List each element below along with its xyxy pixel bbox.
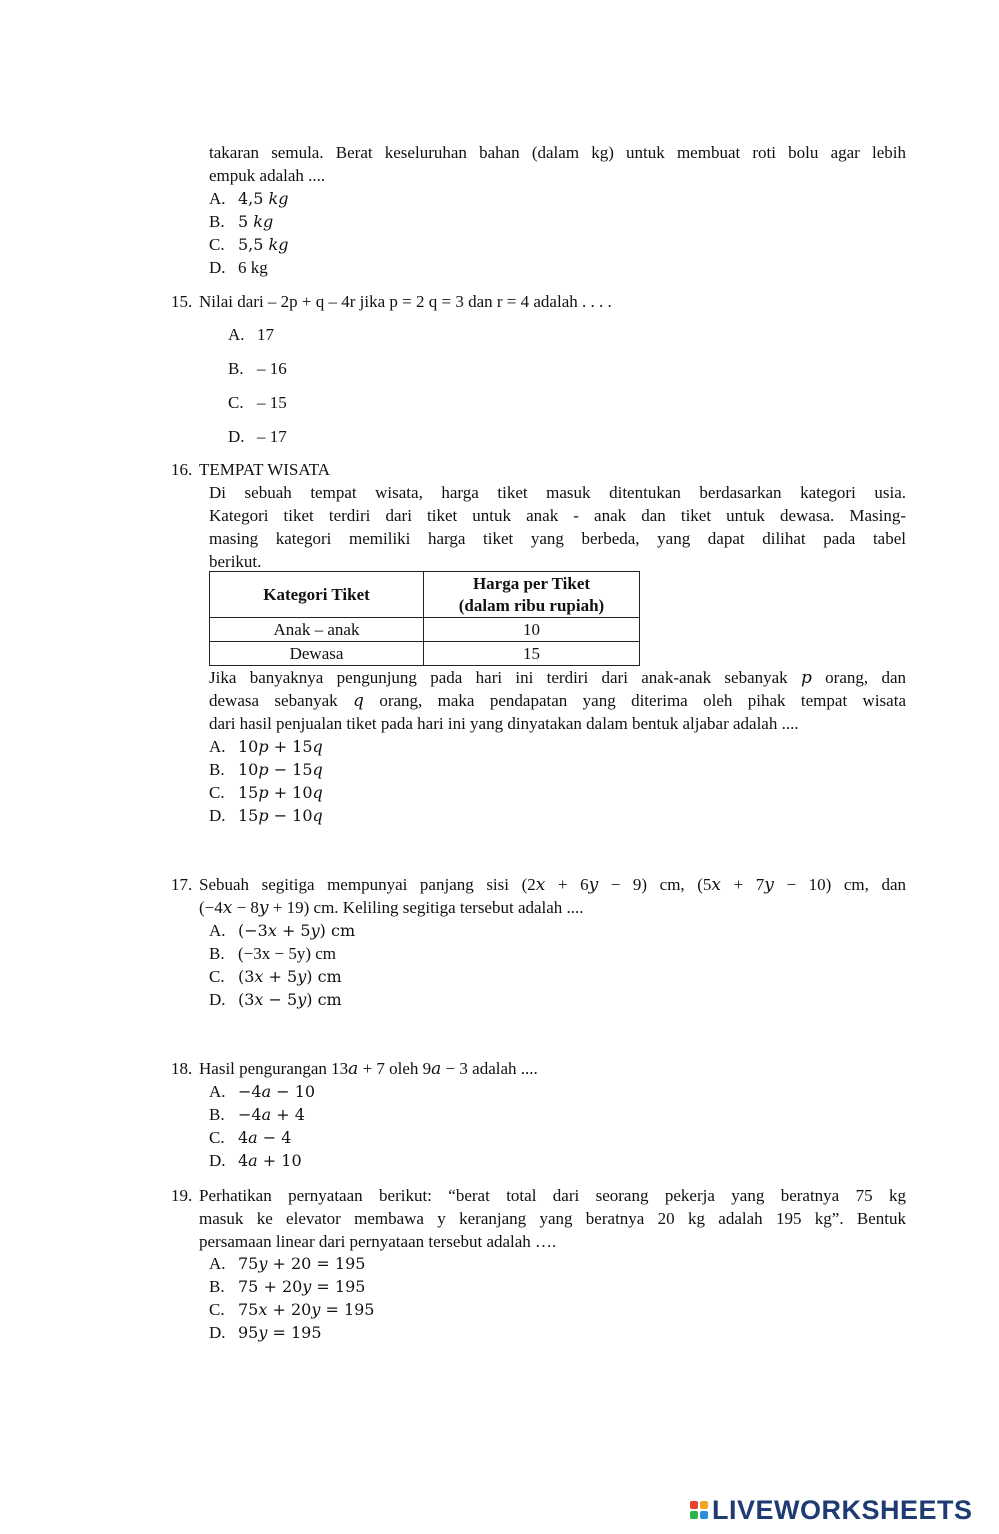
- q18-option-b: B. −4𝑎 + 4: [209, 1105, 305, 1124]
- text-line: (−4𝑥 − 8𝑦 + 19) cm. Keliling segitiga tersebut adalah ....: [199, 898, 584, 917]
- q15-option-c: C. – 15: [228, 393, 287, 412]
- q17-option-c: C. (3𝑥 + 5𝑦) cm: [209, 967, 342, 986]
- text-line: persamaan linear dari pernyataan tersebut adalah ….: [199, 1232, 557, 1251]
- q19-option-c: C. 75𝑥 + 20𝑦 = 195: [209, 1300, 375, 1319]
- q18-question: Hasil pengurangan 13𝑎 + 7 oleh 9𝑎 − 3 adalah ....: [199, 1059, 538, 1078]
- table-row: [210, 618, 640, 642]
- text-line: dari hasil penjualan tiket pada hari ini yang dinyatakan dalam bentuk aljabar adalah ....: [209, 714, 799, 733]
- liveworksheets-logo: [690, 1493, 973, 1527]
- table-cell: Anak – anak: [210, 618, 424, 642]
- text-line: Jika banyaknya pengunjung pada hari ini terdiri dari anak-anak sebanyak 𝑝 orang, dan: [209, 668, 906, 687]
- table-row: [210, 642, 640, 666]
- q15-option-d: D. – 17: [228, 427, 287, 446]
- q17-number: 17.: [171, 875, 193, 894]
- q17-text: [199, 873, 906, 919]
- table-cell: Dewasa: [210, 642, 424, 666]
- q14-option-c: C. 5,5 𝑘𝑔: [209, 235, 289, 254]
- text-line: Perhatikan pernyataan berikut: “berat total dari seorang pekerja yang beratnya 75 kg: [199, 1186, 906, 1205]
- ticket-price-table: [209, 571, 640, 666]
- q18-option-d: D. 4𝑎 + 10: [209, 1151, 302, 1170]
- table-cell: 10: [424, 618, 640, 642]
- text-line: Di sebuah tempat wisata, harga tiket masuk ditentukan berdasarkan kategori usia.: [209, 483, 906, 502]
- q19-option-b: B. 75 + 20𝑦 = 195: [209, 1277, 366, 1296]
- q16-title: TEMPAT WISATA: [199, 460, 331, 479]
- q18-option-c: C. 4𝑎 − 4: [209, 1128, 292, 1147]
- q18-option-a: A. −4𝑎 − 10: [209, 1082, 316, 1101]
- q19-option-d: D. 95𝑦 = 195: [209, 1323, 322, 1342]
- text-line: berikut.: [209, 552, 262, 571]
- q16-option-b: B. 10𝑝 − 15𝑞: [209, 760, 323, 779]
- q17-option-a: A. (−3𝑥 + 5𝑦) cm: [209, 921, 356, 940]
- q19-option-a: A. 75𝑦 + 20 = 195: [209, 1254, 366, 1273]
- q15-option-a: A. 17: [228, 325, 274, 344]
- q14-option-d: D. 6 kg: [209, 258, 268, 277]
- q16-option-d: D. 15𝑝 − 10𝑞: [209, 806, 323, 825]
- q16-intro: [209, 481, 906, 573]
- q15-number: 15.: [171, 292, 193, 311]
- text-line: empuk adalah ....: [209, 166, 326, 185]
- text-line: takaran semula. Berat keseluruhan bahan (dalam kg) untuk membuat roti bolu agar lebih: [209, 143, 906, 162]
- q14-option-a: A. 4,5 𝑘𝑔: [209, 189, 289, 208]
- q15-question: Nilai dari – 2p + q – 4r jika p = 2 q = 3 dan r = 4 adalah . . . .: [199, 292, 612, 311]
- logo-text: LIVEWORKSHEETS: [712, 1494, 973, 1525]
- q14-option-b: B. 5 𝑘𝑔: [209, 212, 274, 231]
- q16-number: 16.: [171, 460, 193, 479]
- table-header-row: [210, 572, 640, 618]
- text-line: Sebuah segitiga mempunyai panjang sisi (2𝑥 + 6𝑦 − 9) cm, (5𝑥 + 7𝑦 − 10) cm, dan: [199, 875, 906, 894]
- q16-option-c: C. 15𝑝 + 10𝑞: [209, 783, 323, 802]
- q17-option-d: D. (3𝑥 − 5𝑦) cm: [209, 990, 342, 1009]
- q19-text: [199, 1184, 906, 1253]
- text-line: dewasa sebanyak 𝑞 orang, maka pendapatan yang diterima oleh pihak tempat wisata: [209, 691, 906, 710]
- q18-number: 18.: [171, 1059, 193, 1078]
- table-cell: 15: [424, 642, 640, 666]
- q16-option-a: A. 10𝑝 + 15𝑞: [209, 737, 323, 756]
- q15-option-b: B. – 16: [228, 359, 287, 378]
- q17-option-b: B. (−3x − 5y) cm: [209, 944, 337, 963]
- text-line: Kategori tiket terdiri dari tiket untuk anak - anak dan tiket untuk dewasa. Masing-: [209, 506, 906, 525]
- table-header-kategori: Kategori Tiket: [210, 572, 424, 618]
- q19-number: 19.: [171, 1186, 193, 1205]
- logo-mark-icon: [690, 1501, 708, 1519]
- q14-text: [209, 141, 906, 187]
- table-header-harga: Harga per Tiket (dalam ribu rupiah): [424, 572, 640, 618]
- text-line: masing kategori memiliki harga tiket yang berbeda, yang dapat dilihat pada tabel: [209, 529, 906, 548]
- q16-question-text: [209, 666, 906, 735]
- text-line: masuk ke elevator membawa y keranjang yang beratnya 20 kg adalah 195 kg”. Bentuk: [199, 1209, 906, 1228]
